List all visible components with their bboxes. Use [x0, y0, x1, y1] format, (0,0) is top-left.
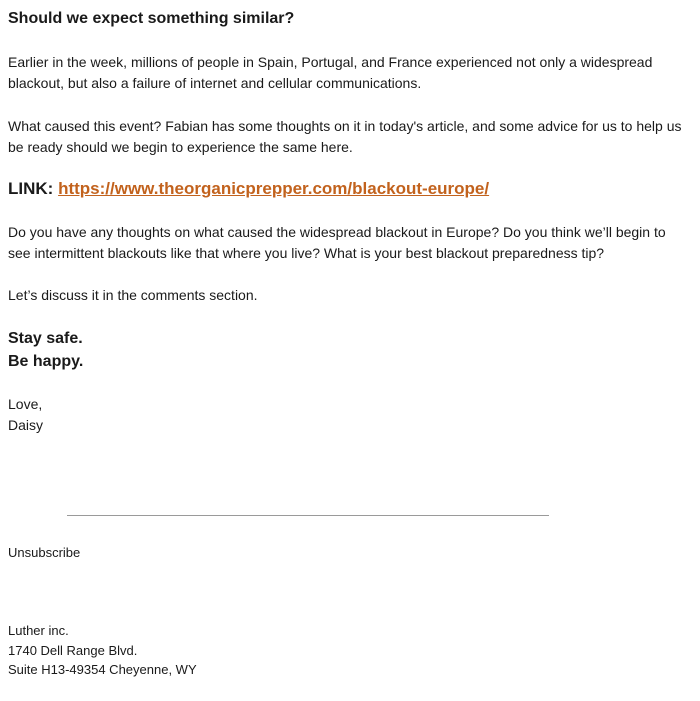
section-heading: Should we expect something similar? [8, 10, 295, 27]
footer-divider [67, 515, 549, 516]
signoff [8, 327, 83, 373]
cause-paragraph: What caused this event? Fabian has some thoughts on it in today's article, and some advice for us to help us be ready should we begin to experience the same here. [8, 118, 682, 155]
company-name: Luther inc. [8, 623, 69, 638]
closing-love: Love, [8, 396, 43, 412]
intro-paragraph: Earlier in the week, millions of people in Spain, Portugal, and France experienced not only a widespread blackout, but also a failure of internet and cellular communications. [8, 54, 653, 91]
address-line-1: 1740 Dell Range Blvd. [8, 642, 138, 658]
address-line-2: Suite H13-49354 Cheyenne, WY [8, 662, 197, 677]
link-label: LINK: [8, 179, 54, 198]
discuss-paragraph: Let’s discuss it in the comments section. [8, 287, 258, 303]
closing [8, 394, 43, 436]
questions-paragraph: Do you have any thoughts on what caused the widespread blackout in Europe? Do you think we’ll begin to see intermittent blackouts like that where you live? What is your best blackout preparedness tip? [8, 224, 666, 261]
closing-name: Daisy [8, 417, 44, 433]
signoff-line-2: Be happy. [8, 353, 84, 370]
article-link-line [8, 178, 489, 200]
unsubscribe-link[interactable]: Unsubscribe [8, 545, 81, 560]
signoff-line-1: Stay safe. [8, 330, 83, 347]
company-address [8, 621, 197, 680]
article-link[interactable]: https://www.theorganicprepper.com/blackout-europe/ [58, 179, 490, 198]
